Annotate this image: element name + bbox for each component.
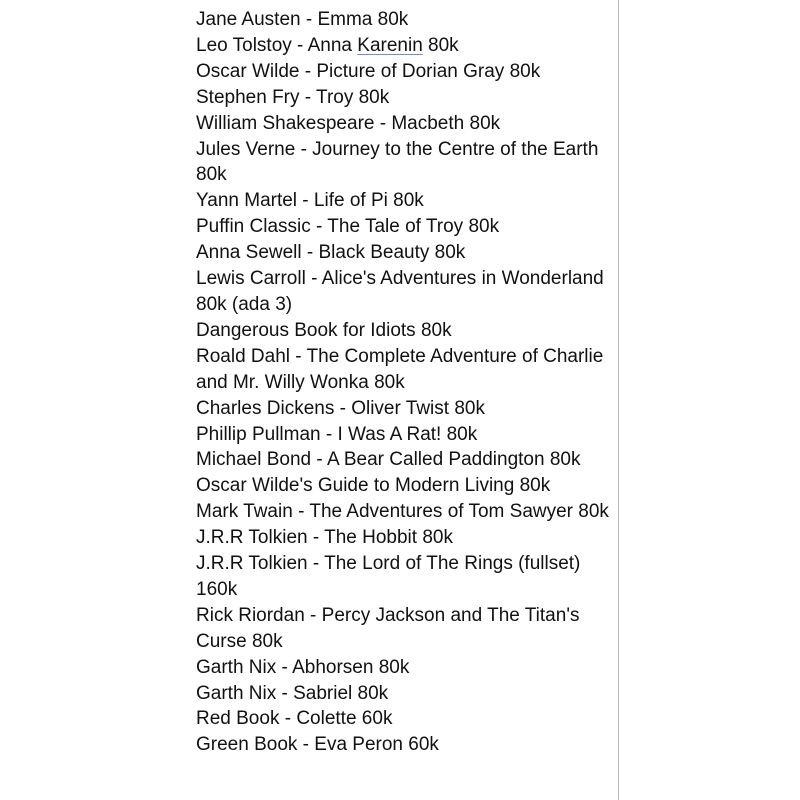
book-price-list (196, 7, 616, 758)
list-item: Jane Austen - Emma 80k (196, 9, 409, 30)
list-item: Oscar Wilde - Picture of Dorian Gray 80k (196, 60, 541, 82)
list-item: Jules Verne - Journey to the Centre of the Earth 80k (196, 138, 599, 186)
list-item: Dangerous Book for Idiots 80k (196, 319, 452, 341)
list-item: Stephen Fry - Troy 80k (196, 86, 390, 108)
list-item: Green Book - Eva Peron 60k (196, 734, 439, 756)
list-item: Mark Twain - The Adventures of Tom Sawyer 80k (196, 501, 609, 523)
list-item: Garth Nix - Sabriel 80k (196, 682, 389, 704)
list-item (196, 33, 616, 59)
list-item: Rick Riordan - Percy Jackson and The Titan's Curse 80k (196, 604, 580, 652)
list-item: Charles Dickens - Oliver Twist 80k (196, 397, 485, 419)
list-item: Michael Bond - A Bear Called Paddington 80k (196, 449, 581, 471)
list-item-text: Leo Tolstoy - Anna (196, 34, 358, 56)
list-item: Phillip Pullman - I Was A Rat! 80k (196, 423, 478, 445)
list-item: Garth Nix - Abhorsen 80k (196, 656, 410, 678)
list-item: Lewis Carroll - Alice's Adventures in Wonderland 80k (ada 3) (196, 268, 604, 315)
spellcheck-underlined-word: Karenin (357, 34, 423, 56)
list-item: Anna Sewell - Black Beauty 80k (196, 242, 466, 264)
list-item: Roald Dahl - The Complete Adventure of Charlie and Mr. Willy Wonka 80k (196, 345, 604, 393)
list-item: Red Book - Colette 60k (196, 708, 393, 730)
list-item-text: 80k (422, 34, 459, 56)
list-item: Oscar Wilde's Guide to Modern Living 80k (196, 475, 551, 497)
list-item: J.R.R Tolkien - The Hobbit 80k (196, 527, 453, 549)
list-item: Puffin Classic - The Tale of Troy 80k (196, 216, 500, 238)
list-item: Yann Martel - Life of Pi 80k (196, 190, 424, 212)
page-divider-line (618, 0, 619, 800)
list-item: William Shakespeare - Macbeth 80k (196, 112, 501, 134)
list-item: J.R.R Tolkien - The Lord of The Rings (fullset) 160k (196, 553, 581, 600)
